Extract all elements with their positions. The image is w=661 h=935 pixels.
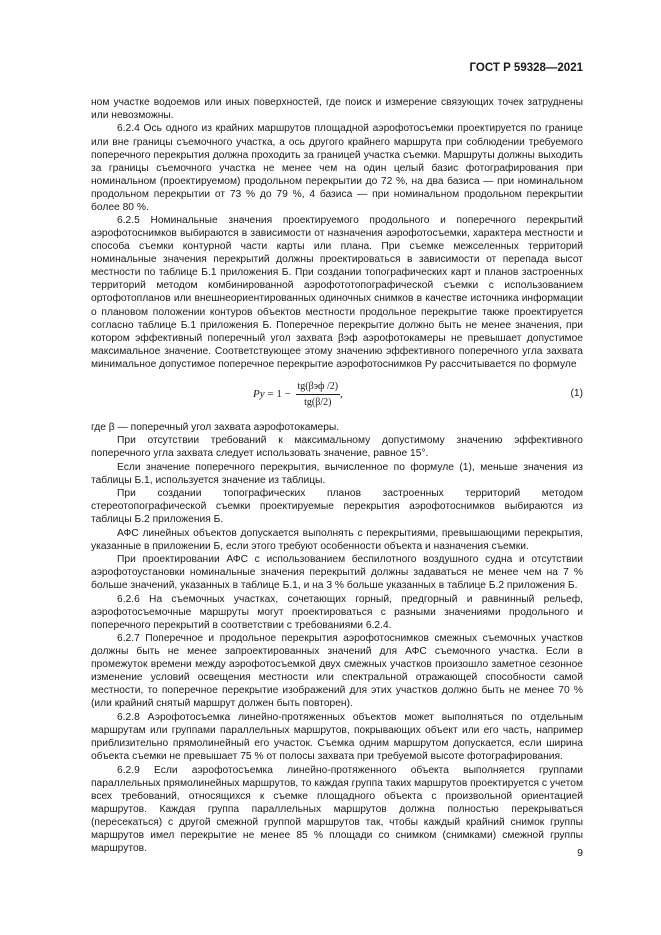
paragraph-6-2-5: 6.2.5 Номинальные значения проектируемого продольного и поперечного перекрытий аэрофотоснимков выбираются в зависимости от назначения аэрофотосъемки, характера местности и способа съемки контурной части карты или плана. При съемке межселенных территорий номинальные значения перекрытий должны проектироваться в зависимости от перепада высот местности по таблице Б.1 приложения Б. При создании топографических карт и планов застроенных территорий методом комбинированной аэрофототопографической съемки с использованием ортофотопланов или внешнеориентированных одиночных снимков в качестве источника информации о плановом положении контуров объектов местности продольное перекрытие также проектируется согласно таблице Б.1 приложения Б. Поперечное перекрытие должно быть не менее значения, при котором эффективный поперечный угол захвата βэф аэрофотокамеры не превышает допустимое максимальное значение. Соответствующее этому значению эффективного поперечного угла захвата минимальное допустимое поперечное перекрытие аэрофотоснимков Py рассчитывается по формуле: [91, 215, 583, 370]
paragraph-where: где β — поперечный угол захвата аэрофотокамеры.: [91, 421, 340, 433]
paragraph-6-2-7: 6.2.7 Поперечное и продольное перекрытия аэрофотоснимков смежных съемочных участков должны быть не менее запроектированных значений для АФС съемочного участка. Если в промежуток времени между аэрофотосъемкой двух смежных участков произошло заметное сезонное изменение условий освещения местности или спектральной отражающей способности самой местности, то поперечное перекрытие изображений для этих участков должно быть не менее 70 % (или крайний снятый маршрут должен быть повторен).: [91, 633, 583, 710]
formula-denominator: tg(β/2): [304, 396, 332, 408]
paragraph-6-2-9: 6.2.9 Если аэрофотосъемка линейно-протяженного объекта выполняется группами параллельных прямолинейных маршрутов, то каждая группа таких маршрутов проектируется с учетом всех требований, относящихся к съемке площадного объекта с произвольной ориентацией маршрутов. Каждая группа параллельных маршрутов должна полностью перекрываться (пересекаться) с другой смежной группой маршрутов так, чтобы каждый крайний снимок группы маршрутов имел перекрытие не менее 85 % площади со снимком (снимками) смежной группы маршрутов.: [91, 764, 583, 854]
paragraph-6-2-8: 6.2.8 Аэрофотосъемка линейно-протяженных объектов может выполняться по отдельным маршрутам или группами параллельных маршрутов, покрывающих объект или его часть, например приблизительно прямолинейный его участок. Съемка одним маршрутом допускается, если ширина объекта съемки не превышает 75 % от полосы захвата при требуемой высоте фотографирования.: [91, 711, 583, 763]
paragraph-uav: При проектировании АФС с использованием беспилотного воздушного судна и отсутствии аэрофотоустановки номинальные значения перекрытий должны задаваться не менее чем на 7 % больше значений, указанных в таблице Б.1, и на 3 % больше указанных в таблице Б.2 приложения Б.: [91, 554, 583, 592]
paragraph-table-b1: Если значение поперечного перекрытия, вычисленное по формуле (1), меньше значения из таблицы Б.1, используется значение из таблицы.: [91, 461, 583, 486]
standard-header: ГОСТ Р 59328—2021: [469, 62, 583, 74]
paragraph-default-angle: При отсутствии требований к максимальному допустимому значению эффективного поперечного угла захвата следует использовать значение, равное 15°.: [91, 435, 583, 460]
paragraph-continuation: ном участке водоемов или иных поверхностей, где поиск и измерение связующих точек затруднены или невозможны.: [91, 97, 583, 122]
formula-number: (1): [570, 387, 583, 399]
formula-lhs: Py: [253, 387, 265, 400]
formula-rhs-prefix: = 1 −: [267, 387, 291, 400]
paragraph-linear-objects: АФС линейных объектов допускается выполнять с перекрытиями, превышающими перекрытия, указанные в приложении Б, если этого требуют особенности объекта и назначения съемки.: [91, 527, 583, 552]
formula-fraction: [296, 380, 341, 409]
paragraph-6-2-4: 6.2.4 Ось одного из крайних маршрутов площадной аэрофотосъемки проектируется по границе или вне границы съемочного участка, а ось другого крайнего маршрута при соблюдении требуемого поперечного перекрытия должна проходить за границей участка съемки. Маршруты должны выходить за границы съемочного участка не менее чем на один целый базис фотографирования при номинальном (проектируемом) продольном перекрытии до 72 %, на два базиса — при номинальном продольном перекрытии от 73 % до 79 %, 4 базиса — при номинальном продольном перекрытии более 80 %.: [91, 123, 583, 213]
paragraph-6-2-6: 6.2.6 На съемочных участках, сочетающих горный, предгорный и равнинный рельеф, аэрофотосъемочные маршруты могут проектироваться с разными значениями продольного и поперечного перекрытий в соответствии с требованиями 6.2.4.: [91, 593, 583, 631]
formula-1: [91, 373, 583, 417]
formula-expression: [253, 380, 343, 409]
page-number: 9: [577, 847, 583, 859]
formula-trailing: ,: [340, 387, 343, 400]
document-body: [91, 96, 583, 855]
paragraph-table-b2: При создании топографических планов застроенных территорий методом стереотопографической съемки проектируемые перекрытия аэрофотоснимков выбираются из таблицы Б.2 приложения Б.: [91, 488, 583, 526]
formula-numerator: tg(βэф /2): [296, 380, 341, 395]
